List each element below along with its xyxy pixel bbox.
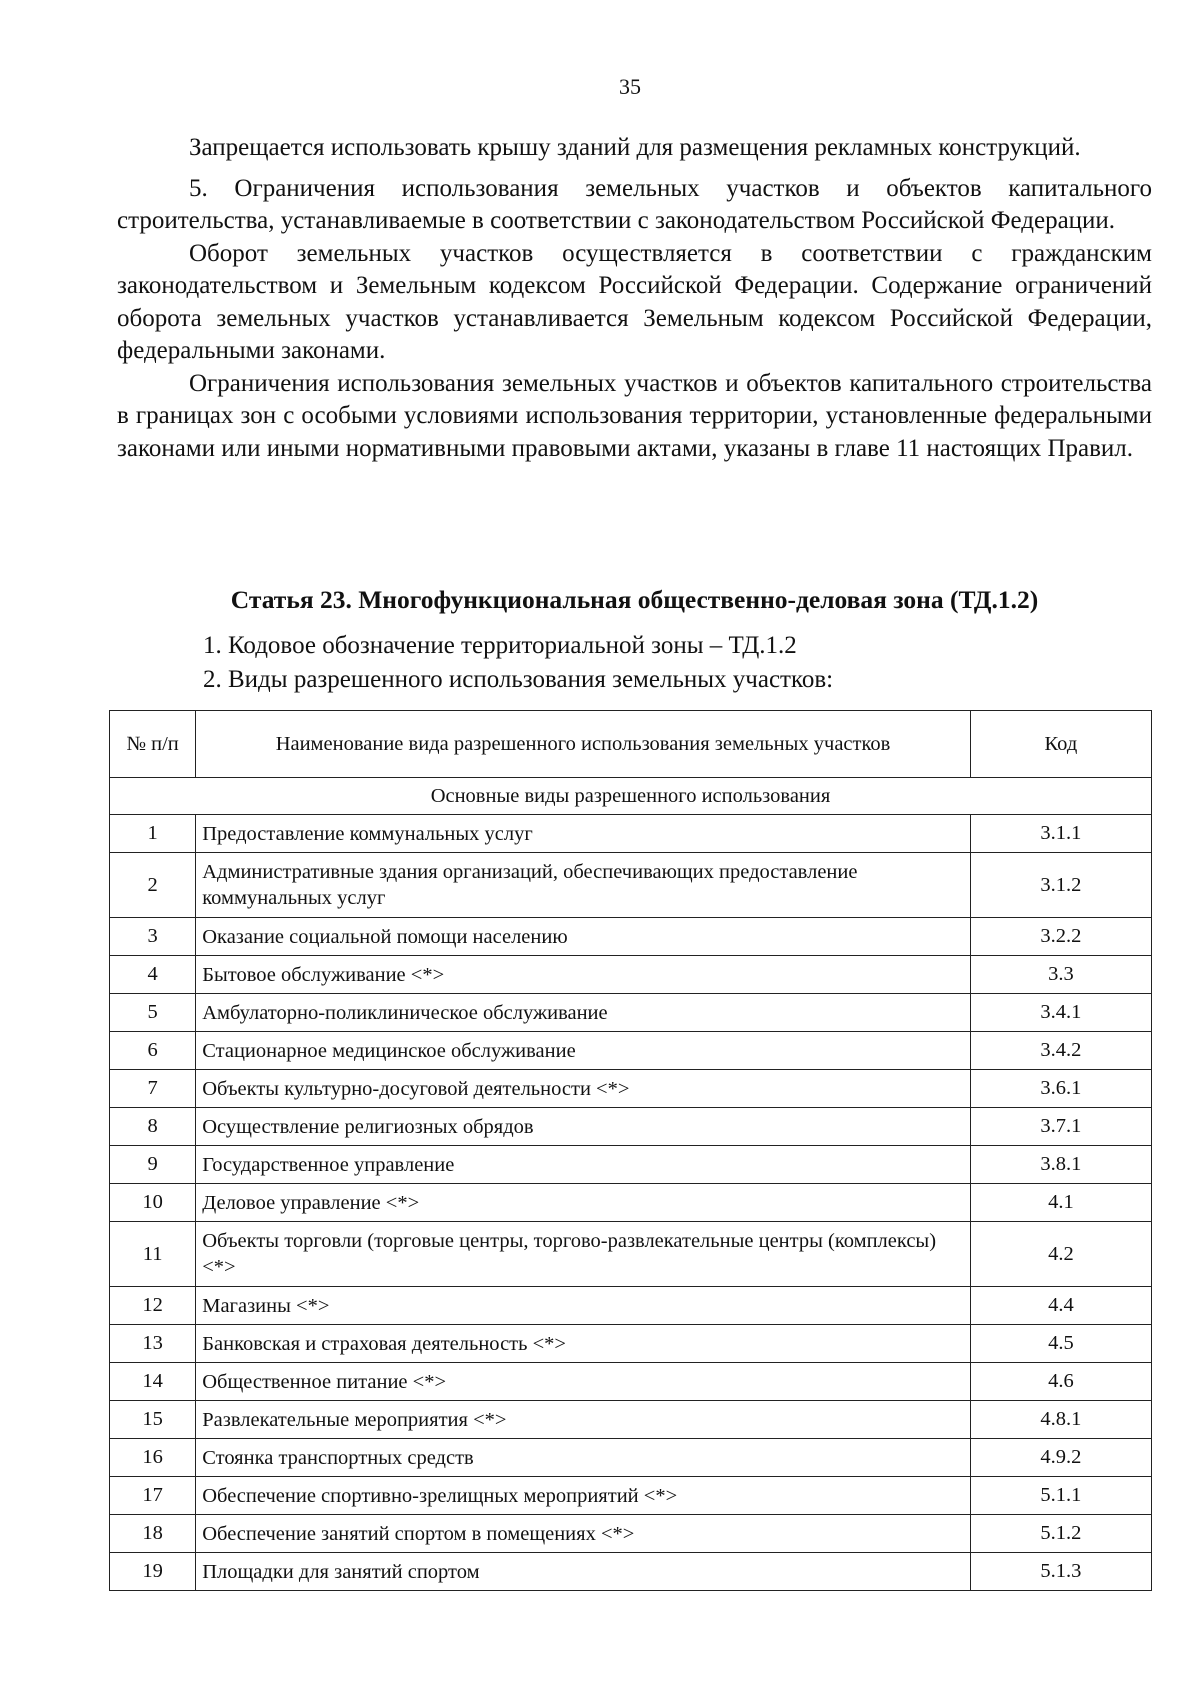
row-code: 4.2 [970,1222,1151,1287]
row-number: 1 [110,815,196,853]
row-name: Магазины <*> [196,1287,971,1325]
row-code: 4.1 [970,1184,1151,1222]
header-name: Наименование вида разрешенного использования земельных участков [196,711,971,778]
row-name: Стационарное медицинское обслуживание [196,1032,971,1070]
row-code: 3.3 [970,956,1151,994]
article-heading: Статья 23. Многофункциональная общественно-деловая зона (ТД.1.2) [230,585,1039,614]
row-number: 18 [110,1515,196,1553]
table-row [110,1553,1152,1591]
page-number: 35 [619,74,641,99]
row-name: Предоставление коммунальных услуг [196,815,971,853]
row-code: 4.4 [970,1287,1151,1325]
row-number: 10 [110,1184,196,1222]
row-name: Развлекательные мероприятия <*> [196,1401,971,1439]
row-name: Бытовое обслуживание <*> [196,956,971,994]
table-row [110,1146,1152,1184]
header-code: Код [970,711,1151,778]
row-code: 3.4.1 [970,994,1151,1032]
body-text [117,132,1152,465]
paragraph: Ограничения использования земельных участков и объектов капитального строительства в границах зон с особыми условиями использования территории, установленные федеральными законами или иными нормативными правовыми актами, указаны в главе 11 настоящих Правил. [117,369,1152,462]
table-row [110,1439,1152,1477]
table-row [110,1222,1152,1287]
row-name: Административные здания организаций, обеспечивающих предоставление коммунальных услуг [196,853,971,918]
land-use-table [109,710,1152,1591]
row-code: 4.6 [970,1363,1151,1401]
list-item: 1. Кодовое обозначение территориальной зоны – ТД.1.2 [203,632,797,659]
row-name: Осуществление религиозных обрядов [196,1108,971,1146]
row-code: 3.7.1 [970,1108,1151,1146]
table-row [110,853,1152,918]
row-code: 5.1.2 [970,1515,1151,1553]
table-row [110,956,1152,994]
table-row [110,918,1152,956]
table-row [110,1515,1152,1553]
row-code: 3.2.2 [970,918,1151,956]
row-name: Оказание социальной помощи населению [196,918,971,956]
row-number: 3 [110,918,196,956]
row-code: 4.5 [970,1325,1151,1363]
list-item: 2. Виды разрешенного использования земельных участков: [203,666,834,693]
row-number: 11 [110,1222,196,1287]
row-name: Амбулаторно-поликлиническое обслуживание [196,994,971,1032]
row-number: 5 [110,994,196,1032]
row-code: 4.9.2 [970,1439,1151,1477]
table-row [110,1401,1152,1439]
row-number: 2 [110,853,196,918]
table-row [110,1363,1152,1401]
row-name: Государственное управление [196,1146,971,1184]
row-name: Обеспечение занятий спортом в помещениях <*> [196,1515,971,1553]
table-row [110,1287,1152,1325]
table-row [110,994,1152,1032]
row-code: 5.1.3 [970,1553,1151,1591]
paragraph: Оборот земельных участков осуществляется в соответствии с гражданским законодательством и Земельным кодексом Российской Федерации. Содержание ограничений оборота земельных участков устанавливается Земельным кодексом Российской Федерации, федеральными законами. [117,239,1152,364]
row-name: Объекты торговли (торговые центры, торгово-развлекательные центры (комплексы) <*> [196,1222,971,1287]
row-code: 4.8.1 [970,1401,1151,1439]
row-number: 17 [110,1477,196,1515]
row-name: Обеспечение спортивно-зрелищных мероприятий <*> [196,1477,971,1515]
table-row [110,815,1152,853]
section-title: Основные виды разрешенного использования [110,778,1152,815]
row-code: 3.1.1 [970,815,1151,853]
row-number: 9 [110,1146,196,1184]
row-number: 12 [110,1287,196,1325]
table-row [110,1032,1152,1070]
row-number: 15 [110,1401,196,1439]
row-number: 8 [110,1108,196,1146]
row-code: 5.1.1 [970,1477,1151,1515]
row-number: 16 [110,1439,196,1477]
row-code: 3.8.1 [970,1146,1151,1184]
table-row [110,1070,1152,1108]
row-number: 7 [110,1070,196,1108]
row-code: 3.6.1 [970,1070,1151,1108]
row-name: Общественное питание <*> [196,1363,971,1401]
row-name: Банковская и страховая деятельность <*> [196,1325,971,1363]
row-name: Стоянка транспортных средств [196,1439,971,1477]
header-num: № п/п [110,711,196,778]
table-row [110,1184,1152,1222]
row-name: Площадки для занятий спортом [196,1553,971,1591]
table-row [110,1477,1152,1515]
row-code: 3.4.2 [970,1032,1151,1070]
paragraph: 5. Ограничения использования земельных участков и объектов капитального строительства, устанавливаемые в соответствии с законодательством Российской Федерации. [117,174,1152,234]
row-number: 19 [110,1553,196,1591]
row-code: 3.1.2 [970,853,1151,918]
row-number: 4 [110,956,196,994]
row-number: 14 [110,1363,196,1401]
row-number: 6 [110,1032,196,1070]
row-name: Деловое управление <*> [196,1184,971,1222]
table-row [110,1325,1152,1363]
paragraph: Запрещается использовать крышу зданий для размещения рекламных конструкций. [189,134,1081,161]
row-name: Объекты культурно-досуговой деятельности <*> [196,1070,971,1108]
row-number: 13 [110,1325,196,1363]
table-row [110,1108,1152,1146]
